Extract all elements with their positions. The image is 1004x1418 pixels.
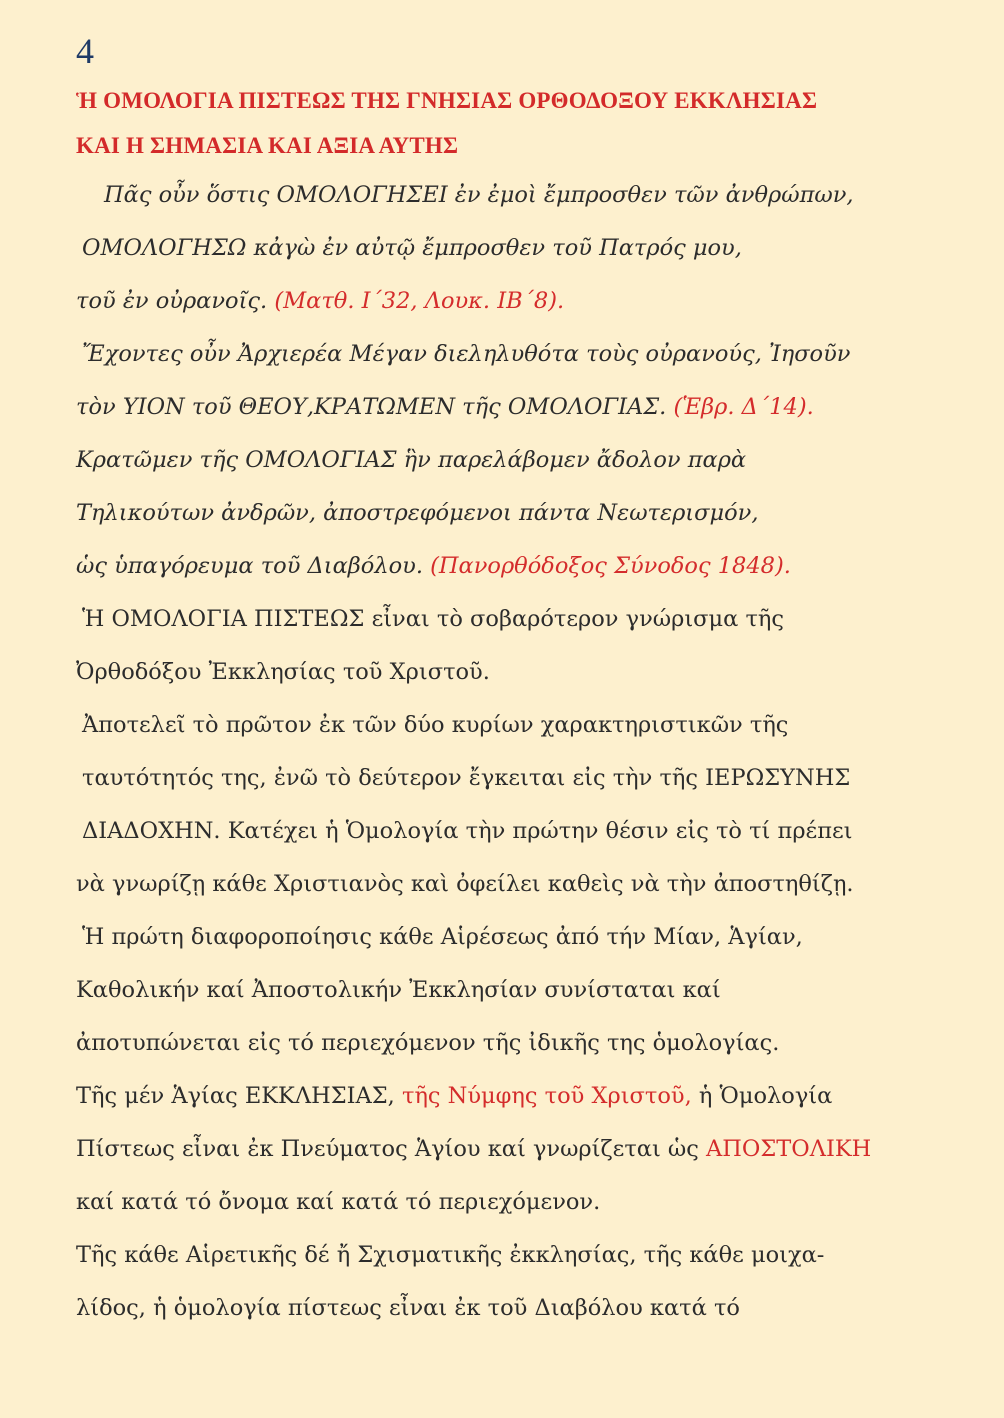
body-line <box>76 1293 740 1323</box>
body-line <box>76 1187 600 1217</box>
citation: (Ματθ. Ι΄32, Λουκ. ΙΒ΄8). <box>274 288 565 314</box>
body-line <box>82 816 852 846</box>
paragraph-text: Ἡ πρώτη διαφοροποίησις κάθε Αἱρέσεως ἀπό τήν Μίαν, Ἁγίαν, <box>82 924 803 950</box>
title-line-2: ΚΑΙ Η ΣΗΜΑΣΙΑ ΚΑΙ ΑΞΙΑ ΑΥΤΗΣ <box>76 133 459 158</box>
body-line <box>76 1240 824 1270</box>
body-line <box>76 445 746 475</box>
paragraph-text: Ἡ ΟΜΟΛΟΓΙΑ ΠΙΣΤΕΩΣ εἶναι τὸ σοβαρότερον γνώρισμα τῆς <box>82 606 785 632</box>
paragraph-text: ΔΙΑΔΟΧΗΝ. Κατέχει ἡ Ὁμολογία τὴν πρώτην θέσιν εἰς τὸ τί πρέπει <box>82 818 853 844</box>
body-line <box>76 657 490 687</box>
body-line <box>82 339 850 369</box>
citation: (Ἑβρ. Δ΄14). <box>673 394 814 420</box>
body-line <box>76 286 564 316</box>
body-line <box>76 1134 871 1164</box>
paragraph-text: Τῆς μέν Ἁγίας ΕΚΚΛΗΣΙΑΣ, <box>76 1083 402 1109</box>
paragraph-text: λίδος, ἡ ὁμολογία πίστεως εἶναι ἐκ τοῦ Διαβόλου κατά τό <box>76 1295 740 1321</box>
quote-text: τοῦ ἐν οὐρανοῖς. <box>76 288 275 314</box>
page-number: 4 <box>76 31 94 71</box>
paragraph-text: ἀποτυπώνεται εἰς τό περιεχόμενον τῆς ἰδικῆς της ὁμολογίας. <box>76 1030 780 1056</box>
body-line <box>82 604 784 634</box>
quote-text: Τηλικούτων ἀνδρῶν, ἀποστρεφόμενοι πάντα Νεωτερισμόν, <box>76 500 759 526</box>
quote-text: Κρατῶμεν τῆς ΟΜΟΛΟΓΙΑΣ ἣν παρελάβομεν ἄδολον παρὰ <box>76 447 747 473</box>
paragraph-text: ἡ Ὁμολογία <box>691 1083 833 1109</box>
body-line <box>76 869 854 899</box>
paragraph-text: ταυτότητός της, ἐνῶ τὸ δεύτερον ἔγκειται εἰς τὴν τῆς ΙΕΡΩΣΥΝΗΣ <box>82 765 851 791</box>
body-line <box>82 710 788 740</box>
highlight-text: ΑΠΟΣΤΟΛΙΚΗ <box>706 1136 872 1162</box>
quote-text: τὸν ΥΙΟΝ τοῦ ΘΕΟΥ,ΚΡΑΤΩΜΕΝ τῆς ΟΜΟΛΟΓΙΑΣ. <box>76 394 674 420</box>
body-line <box>76 1028 779 1058</box>
highlight-text: τῆς Νύμφης τοῦ Χριστοῦ, <box>402 1083 692 1109</box>
body-line <box>82 233 742 263</box>
quote-text: ὡς ὑπαγόρευμα τοῦ Διαβόλου. <box>76 553 431 579</box>
body-line <box>76 551 791 581</box>
body-line <box>76 498 758 528</box>
quote-text: Πᾶς οὖν ὅστις ΟΜΟΛΟΓΗΣΕΙ ἐν ἐμοὶ ἔμπροσθεν τῶν ἀνθρώπων, <box>104 182 854 208</box>
paragraph-text: καί κατά τό ὄνομα καί κατά τό περιεχόμενον. <box>76 1189 601 1215</box>
paragraph-text: Ὀρθοδόξου Ἐκκλησίας τοῦ Χριστοῦ. <box>76 659 490 685</box>
body-line <box>76 1081 832 1111</box>
quote-text: Ἔχοντες οὖν Ἀρχιερέα Μέγαν διεληλυθότα τοὺς οὐρανούς, Ἰησοῦν <box>82 341 851 367</box>
body-line <box>76 975 721 1005</box>
paragraph-text: Ἀποτελεῖ τὸ πρῶτον ἐκ τῶν δύο κυρίων χαρακτηριστικῶν τῆς <box>82 712 789 738</box>
paragraph-text: νὰ γνωρίζῃ κάθε Χριστιανὸς καὶ ὀφείλει καθεὶς νὰ τὴν ἀποστηθίζῃ. <box>76 871 854 897</box>
body-line <box>82 763 850 793</box>
paragraph-text: Καθολικήν καί Ἀποστολικήν Ἐκκλησίαν συνίσταται καί <box>76 977 721 1003</box>
body-line <box>104 180 854 210</box>
body-line <box>82 922 803 952</box>
quote-text: ΟΜΟΛΟΓΗΣΩ κἀγὼ ἐν αὐτῷ ἔμπροσθεν τοῦ Πατρός μου, <box>82 235 742 261</box>
body-line <box>76 392 814 422</box>
paragraph-text: Τῆς κάθε Αἱρετικῆς δέ ἤ Σχισματικῆς ἐκκλησίας, τῆς κάθε μοιχα- <box>76 1242 825 1268</box>
title-line-1: Ἡ ΟΜΟΛΟΓΙΑ ΠΙΣΤΕΩΣ ΤΗΣ ΓΝΗΣΙΑΣ ΟΡΘΟΔΟΞΟΥ ΕΚΚΛΗΣΙΑΣ <box>76 88 818 113</box>
paragraph-text: Πίστεως εἶναι ἐκ Πνεύματος Ἁγίου καί γνωρίζεται ὡς <box>76 1136 707 1162</box>
citation: (Πανορθόδοξος Σύνοδος 1848). <box>430 553 791 579</box>
